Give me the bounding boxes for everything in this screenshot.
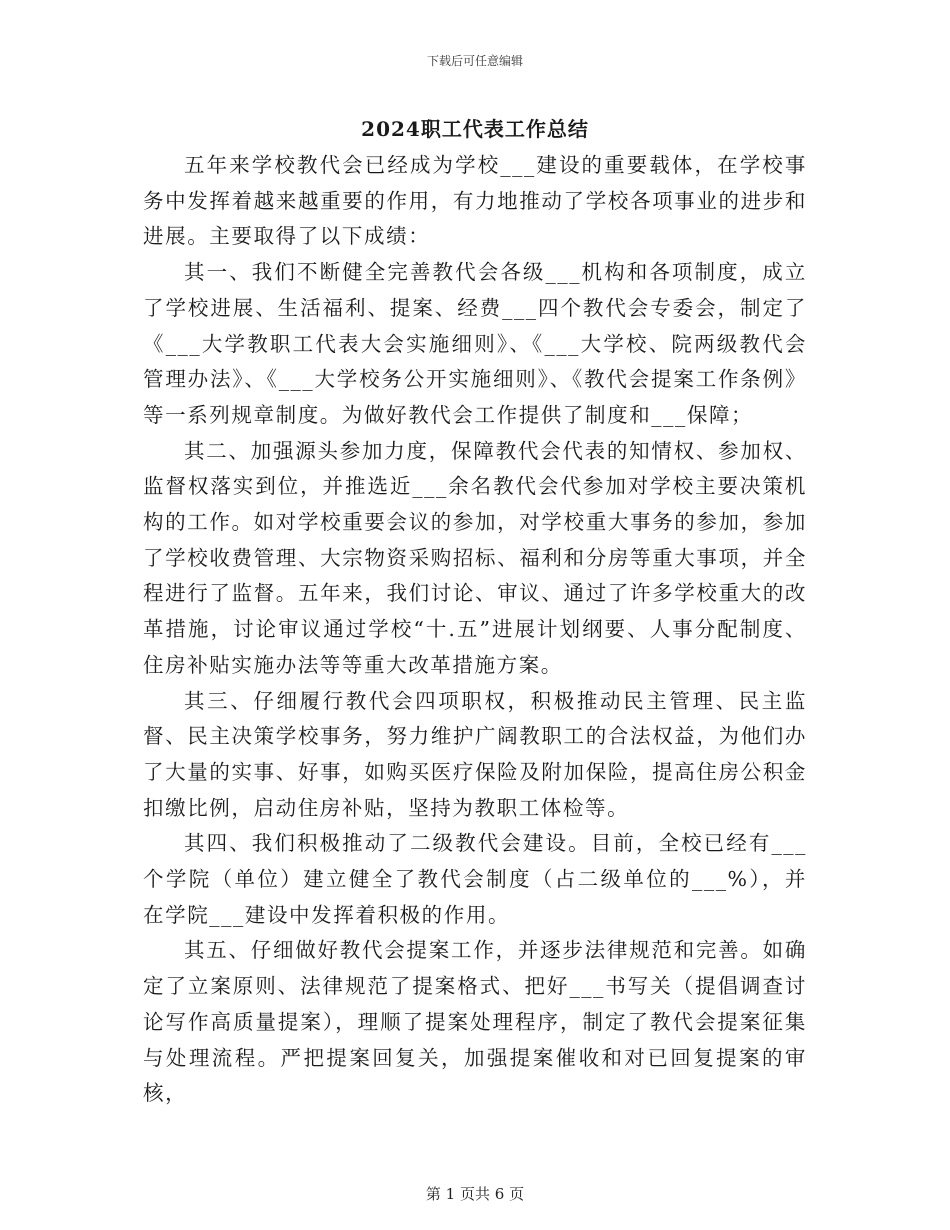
paragraph-first: 其一、我们不断健全完善教代会各级___机构和各项制度，成立了学校进展、生活福利、提案、经费___四个教代会专委会，制定了《___大学教职工代表大会实施细则》、《___大学校、院两级教代会管理办法》、《___大学校务公开实施细则》、《教代会提案工作条例》等一系列规章制度。为做好教代会工作提供了制度和___保障； bbox=[143, 260, 807, 427]
paragraph-fourth: 其四、我们积极推动了二级教代会建设。目前，全校已经有___个学院（单位）建立健全了教代会制度（占二级单位的___%），并在学院___建设中发挥着积极的作用。 bbox=[143, 831, 807, 927]
page-number-footer: 第 1 页共 6 页 bbox=[425, 1185, 525, 1203]
document-title: 2024职工代表工作总结 bbox=[361, 117, 589, 141]
paragraph-fifth: 其五、仔细做好教代会提案工作，并逐步法律规范和完善。如确定了立案原则、法律规范了提案格式、把好___书写关（提倡调查讨论写作高质量提案），理顺了提案处理程序，制定了教代会提案征集与处理流程。严把提案回复关，加强提案催收和对已回复提案的审核， bbox=[143, 938, 807, 1106]
paragraph-intro: 五年来学校教代会已经成为学校___建设的重要载体，在学校事务中发挥着越来越重要的作用，有力地推动了学校各项事业的进步和进展。主要取得了以下成绩： bbox=[143, 153, 807, 249]
paragraph-second: 其二、加强源头参加力度，保障教代会代表的知情权、参加权、监督权落实到位，并推选近___余名教代会代参加对学校主要决策机构的工作。如对学校重要会议的参加，对学校重大事务的参加，参加了学校收费管理、大宗物资采购招标、福利和分房等重大事项，并全程进行了监督。五年来，我们讨论、审议、通过了许多学校重大的改革措施，讨论审议通过学校“十.五”进展计划纲要、人事分配制度、住房补贴实施办法等等重大改革措施方案。 bbox=[143, 438, 807, 677]
document-body bbox=[143, 148, 807, 1112]
paragraph-third: 其三、仔细履行教代会四项职权，积极推动民主管理、民主监督、民主决策学校事务，努力维护广阔教职工的合法权益，为他们办了大量的实事、好事，如购买医疗保险及附加保险，提高住房公积金扣缴比例，启动住房补贴，坚持为教职工体检等。 bbox=[143, 688, 807, 820]
header-note: 下载后可任意编辑 bbox=[426, 54, 523, 68]
